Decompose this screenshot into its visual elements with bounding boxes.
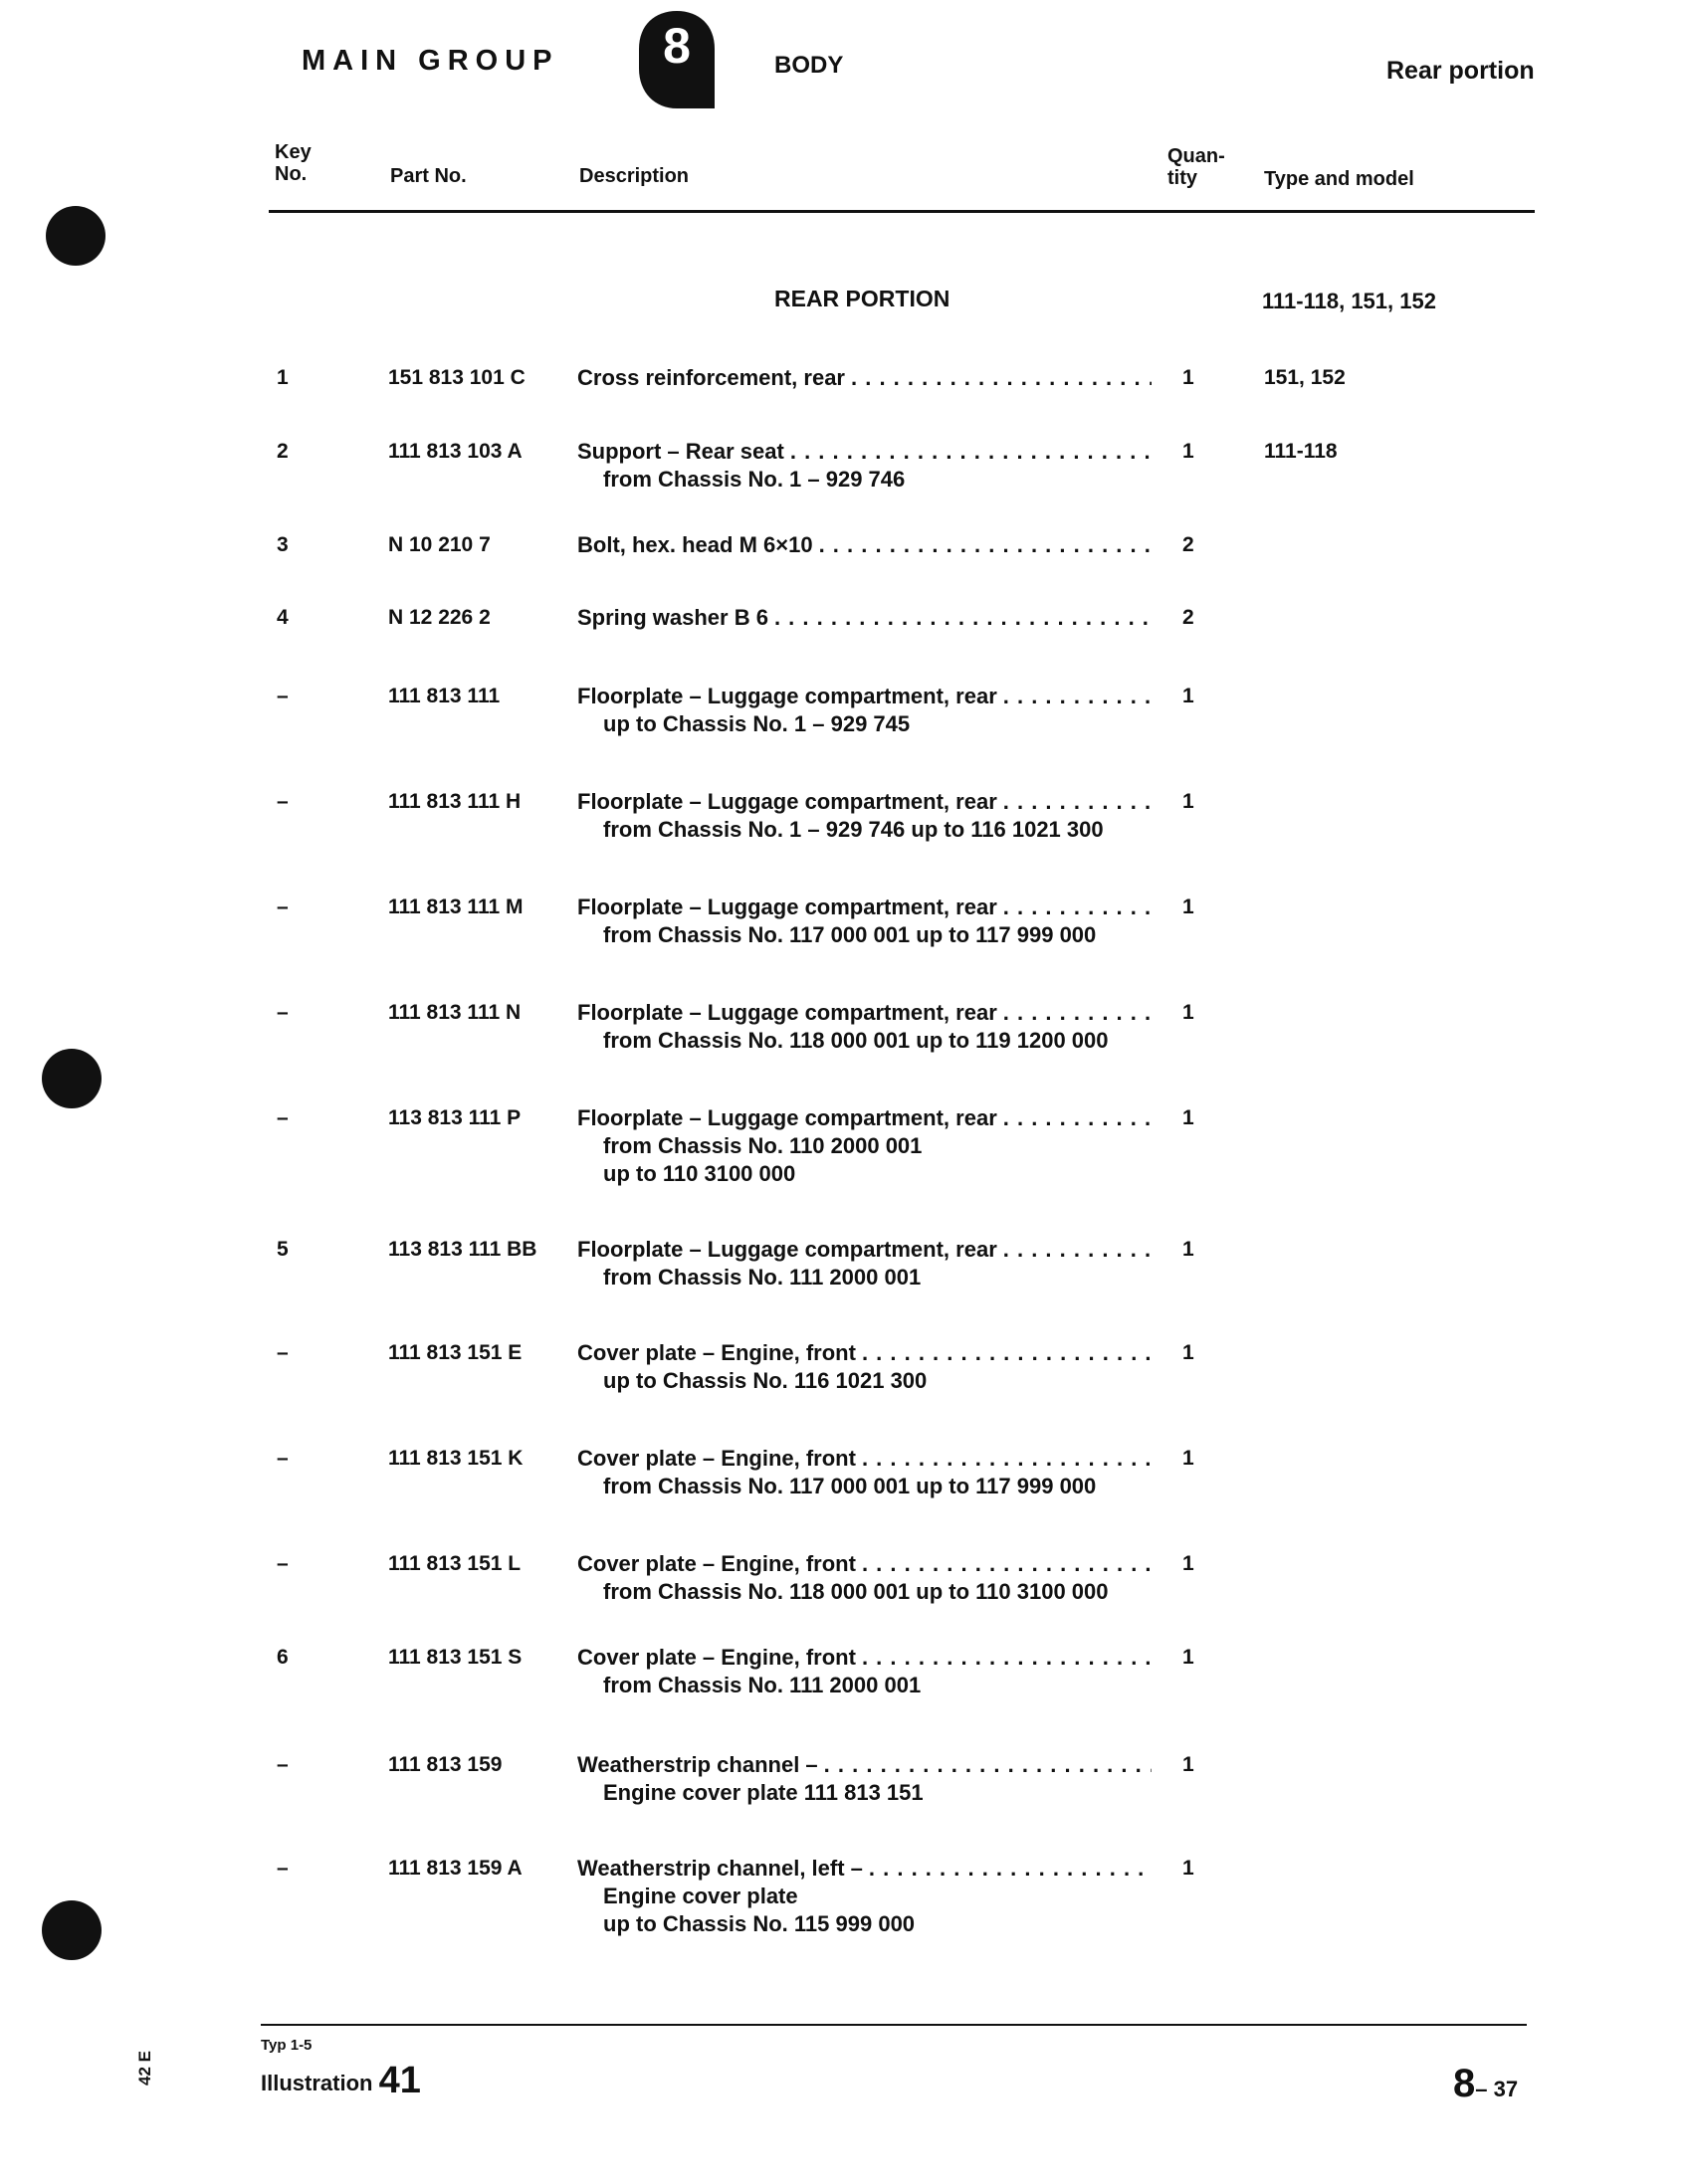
- row-description: [577, 788, 1152, 844]
- binder-hole-icon: [42, 1900, 102, 1960]
- section-title: Rear portion: [1386, 57, 1535, 85]
- page-number: [1453, 2062, 1518, 2106]
- row-description: [577, 1751, 1152, 1807]
- row-description-text: Floorplate – Luggage compartment, rear: [577, 1105, 997, 1130]
- leader-dots: [869, 1855, 1152, 1883]
- row-quantity: 1: [1182, 895, 1194, 918]
- leader-dots: [1003, 683, 1152, 710]
- row-key-no: –: [277, 1447, 289, 1470]
- row-part-no: 111 813 159: [388, 1753, 503, 1776]
- row-description-text: Cover plate – Engine, front: [577, 1645, 856, 1670]
- col-key-line1: Key: [275, 141, 312, 163]
- row-description: [577, 531, 1152, 559]
- row-description-detail: from Chassis No. 117 000 001 up to 117 999 000: [603, 1474, 1097, 1498]
- row-quantity: 1: [1182, 440, 1194, 463]
- row-description-text: Cover plate – Engine, front: [577, 1551, 856, 1576]
- leader-dots: [819, 531, 1152, 559]
- row-key-no: 4: [277, 606, 289, 629]
- row-description: [577, 683, 1152, 738]
- leader-dots: [1003, 999, 1152, 1027]
- row-description-text: Cover plate – Engine, front: [577, 1446, 856, 1471]
- row-description-detail: Engine cover plate 111 813 151: [603, 1780, 924, 1805]
- binder-hole-icon: [46, 206, 105, 266]
- row-part-no: 111 813 151 L: [388, 1552, 522, 1575]
- row-description-detail: from Chassis No. 110 2000 001: [603, 1133, 923, 1158]
- row-description-main: [577, 893, 1152, 921]
- row-description-detail: from Chassis No. 117 000 001 up to 117 999 000: [603, 922, 1097, 947]
- row-part-no: 113 813 111 BB: [388, 1238, 537, 1261]
- row-quantity: 1: [1182, 1238, 1194, 1261]
- row-quantity: 1: [1182, 1552, 1194, 1575]
- row-description: [577, 438, 1152, 494]
- col-description: Description: [579, 165, 690, 187]
- leader-dots: [774, 604, 1152, 632]
- row-description-detail: from Chassis No. 111 2000 001: [603, 1673, 922, 1697]
- row-description-detail: from Chassis No. 111 2000 001: [603, 1265, 922, 1290]
- row-quantity: 2: [1182, 606, 1194, 629]
- row-key-no: –: [277, 685, 289, 707]
- leader-dots: [1003, 1236, 1152, 1264]
- leader-dots: [824, 1751, 1152, 1779]
- leader-dots: [1003, 893, 1152, 921]
- leader-dots: [1003, 788, 1152, 816]
- row-description-text: Weatherstrip channel –: [577, 1752, 818, 1777]
- row-description: [577, 1236, 1152, 1291]
- col-part-no: Part No.: [390, 165, 467, 187]
- row-description-main: [577, 604, 1152, 632]
- group-number-badge: [637, 9, 717, 111]
- row-description: [577, 1855, 1152, 1938]
- row-description-detail: Engine cover plate: [603, 1884, 798, 1908]
- row-description-main: [577, 1550, 1152, 1578]
- row-description-detail: up to Chassis No. 116 1021 300: [603, 1368, 928, 1393]
- row-description-main: [577, 999, 1152, 1027]
- row-key-no: 6: [277, 1646, 289, 1669]
- row-part-no: 111 813 151 E: [388, 1341, 523, 1364]
- leader-dots: [1003, 1104, 1152, 1132]
- row-part-no: 111 813 151 S: [388, 1646, 523, 1669]
- row-description-main: [577, 1855, 1152, 1883]
- row-key-no: 3: [277, 533, 289, 556]
- row-part-no: 111 813 111 M: [388, 895, 524, 918]
- row-quantity: 1: [1182, 1646, 1194, 1669]
- row-description-text: Floorplate – Luggage compartment, rear: [577, 1237, 997, 1262]
- side-code: 42 E: [135, 2051, 154, 2085]
- row-quantity: 1: [1182, 1447, 1194, 1470]
- row-part-no: 111 813 111: [388, 685, 501, 707]
- footer-rule: [261, 2024, 1527, 2026]
- row-description: [577, 1445, 1152, 1500]
- row-type-model: 111-118: [1264, 440, 1338, 463]
- row-description-detail: up to Chassis No. 1 – 929 745: [603, 711, 911, 736]
- leader-dots: [862, 1550, 1152, 1578]
- leader-dots: [862, 1339, 1152, 1367]
- row-description-detail: from Chassis No. 1 – 929 746 up to 116 1021 300: [603, 817, 1104, 842]
- row-key-no: –: [277, 790, 289, 813]
- row-part-no: 113 813 111 P: [388, 1106, 522, 1129]
- col-quantity: [1167, 145, 1225, 189]
- row-description-detail: from Chassis No. 1 – 929 746: [603, 467, 906, 492]
- row-description-main: [577, 1104, 1152, 1132]
- row-part-no: 111 813 111 H: [388, 790, 522, 813]
- row-description-detail: up to Chassis No. 115 999 000: [603, 1911, 916, 1936]
- row-quantity: 1: [1182, 1001, 1194, 1024]
- header-rule: [269, 210, 1535, 213]
- row-description-main: [577, 1339, 1152, 1367]
- binder-hole-icon: [42, 1049, 102, 1108]
- leader-dots: [862, 1644, 1152, 1672]
- main-group-label: MAIN GROUP: [302, 45, 559, 77]
- leader-dots: [862, 1445, 1152, 1473]
- row-description-detail: from Chassis No. 118 000 001 up to 119 1200 000: [603, 1028, 1109, 1053]
- footer-illustration: [261, 2060, 421, 2102]
- row-quantity: 1: [1182, 790, 1194, 813]
- row-description-detail: from Chassis No. 118 000 001 up to 110 3100 000: [603, 1579, 1109, 1604]
- row-key-no: –: [277, 1341, 289, 1364]
- row-description-main: [577, 531, 1152, 559]
- col-key-no: [275, 141, 312, 185]
- row-description-detail: up to 110 3100 000: [603, 1161, 796, 1186]
- row-description-text: Floorplate – Luggage compartment, rear: [577, 1000, 997, 1025]
- row-part-no: N 10 210 7: [388, 533, 491, 556]
- row-description-text: Floorplate – Luggage compartment, rear: [577, 894, 997, 919]
- row-key-no: 2: [277, 440, 289, 463]
- row-description-text: Floorplate – Luggage compartment, rear: [577, 789, 997, 814]
- footer-typ: Typ 1-5: [261, 2037, 313, 2054]
- row-part-no: 111 813 159 A: [388, 1857, 523, 1880]
- row-description: [577, 1644, 1152, 1699]
- row-key-no: 5: [277, 1238, 289, 1261]
- row-description-main: [577, 683, 1152, 710]
- row-part-no: 111 813 111 N: [388, 1001, 522, 1024]
- row-key-no: –: [277, 1857, 289, 1880]
- page-number-main: 8: [1453, 2062, 1476, 2105]
- row-key-no: 1: [277, 366, 289, 389]
- row-quantity: 1: [1182, 1341, 1194, 1364]
- row-description-text: Floorplate – Luggage compartment, rear: [577, 684, 997, 708]
- row-description-main: [577, 1751, 1152, 1779]
- row-description-text: Weatherstrip channel, left –: [577, 1856, 863, 1881]
- row-description-main: [577, 364, 1152, 392]
- row-part-no: 151 813 101 C: [388, 366, 526, 389]
- row-key-no: –: [277, 1001, 289, 1024]
- row-description-main: [577, 1236, 1152, 1264]
- row-description: [577, 604, 1152, 632]
- row-key-no: –: [277, 1106, 289, 1129]
- row-description-main: [577, 438, 1152, 466]
- leader-dots: [790, 438, 1152, 466]
- row-description-main: [577, 1644, 1152, 1672]
- col-qty-line2: tity: [1167, 167, 1197, 189]
- row-type-model: 151, 152: [1264, 366, 1346, 389]
- row-quantity: 1: [1182, 1857, 1194, 1880]
- leader-dots: [851, 364, 1152, 392]
- row-part-no: 111 813 151 K: [388, 1447, 524, 1470]
- row-part-no: N 12 226 2: [388, 606, 491, 629]
- row-key-no: –: [277, 1552, 289, 1575]
- row-description: [577, 999, 1152, 1055]
- row-description: [577, 1339, 1152, 1395]
- illustration-number: 41: [378, 2060, 421, 2101]
- illustration-label: Illustration: [261, 2071, 373, 2095]
- col-type-model: Type and model: [1264, 168, 1414, 190]
- row-key-no: –: [277, 1753, 289, 1776]
- row-quantity: 1: [1182, 1753, 1194, 1776]
- section-types: 111-118, 151, 152: [1262, 289, 1436, 313]
- row-description-main: [577, 1445, 1152, 1473]
- row-key-no: –: [277, 895, 289, 918]
- row-description: [577, 364, 1152, 392]
- row-description: [577, 1104, 1152, 1188]
- group-number: 8: [663, 18, 691, 74]
- row-description-text: Support – Rear seat: [577, 439, 784, 464]
- section-heading: REAR PORTION: [774, 286, 950, 311]
- row-description-text: Spring washer B 6: [577, 605, 768, 630]
- row-description: [577, 1550, 1152, 1606]
- row-quantity: 1: [1182, 685, 1194, 707]
- col-qty-line1: Quan-: [1167, 145, 1225, 167]
- page-number-sub: – 37: [1475, 2077, 1519, 2101]
- row-quantity: 2: [1182, 533, 1194, 556]
- col-key-line2: No.: [275, 163, 308, 185]
- row-description-main: [577, 788, 1152, 816]
- row-description-text: Cross reinforcement, rear: [577, 365, 845, 390]
- row-description-text: Bolt, hex. head M 6×10: [577, 532, 813, 557]
- row-quantity: 1: [1182, 1106, 1194, 1129]
- row-description: [577, 893, 1152, 949]
- row-quantity: 1: [1182, 366, 1194, 389]
- row-description-text: Cover plate – Engine, front: [577, 1340, 856, 1365]
- group-title: BODY: [774, 52, 844, 79]
- row-part-no: 111 813 103 A: [388, 440, 523, 463]
